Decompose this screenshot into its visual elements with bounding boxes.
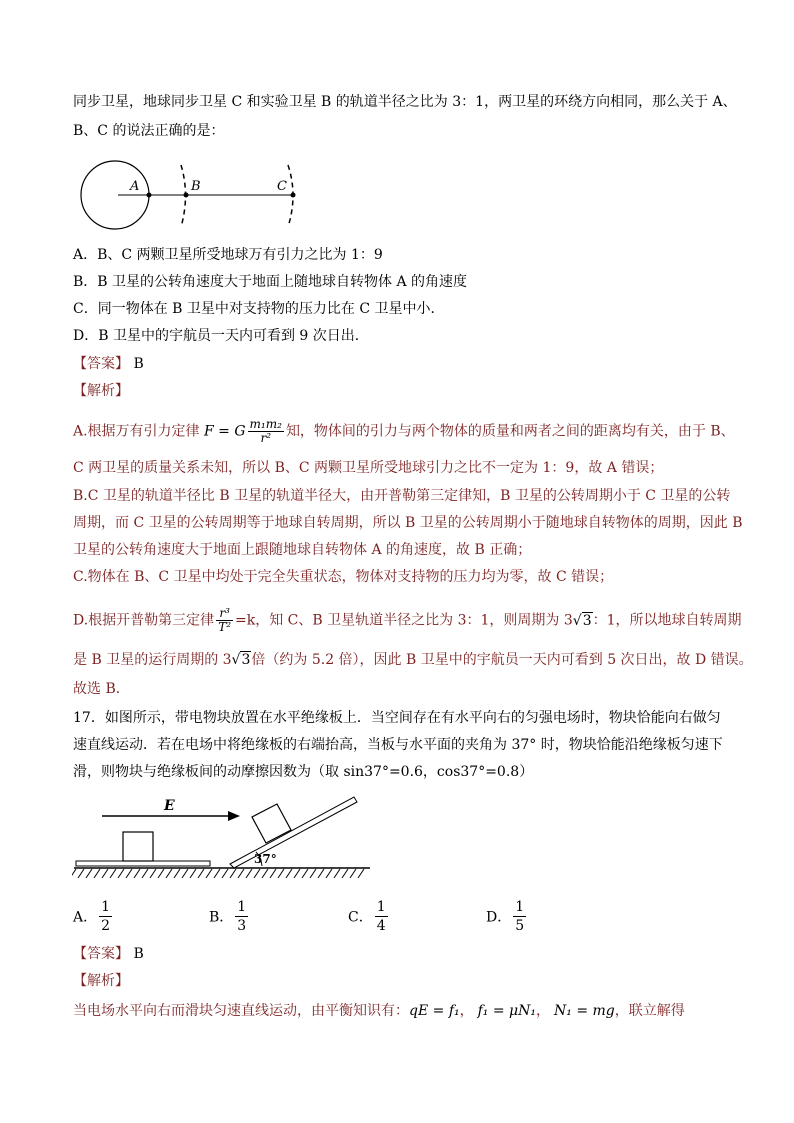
hatch-mark — [334, 869, 340, 878]
kepler-fraction — [216, 607, 233, 634]
hatch-mark — [302, 869, 308, 878]
answer17-tag: 【答案】 — [73, 946, 129, 962]
problem16-stem-line1: 同步卫星，地球同步卫星 C 和实验卫星 B 的轨道半径之比为 3：1，两卫星的环绕方向相同，那么关于 A、 — [73, 94, 737, 110]
option17-b-letter: B． — [209, 909, 234, 926]
analysis-a-line1 — [73, 418, 735, 445]
satellite-c — [291, 193, 296, 198]
analysis17-text-post: ，联立解得 — [614, 1003, 685, 1019]
label-c: C — [277, 179, 287, 194]
analysis17-line1: 当电场水平向右而滑块匀速直线运动，由平衡知识有：qE = f₁， f₁ = μN₁， N₁ = mg，联立解得 — [73, 1003, 685, 1019]
orbit-figure — [78, 160, 308, 232]
answer-line — [73, 354, 144, 374]
option-a: A．B、C 两颗卫星所受地球万有引力之比为 1：9 — [73, 247, 383, 263]
gravity-formula-fraction — [248, 418, 284, 445]
sqrt-three-2: √3 — [231, 652, 251, 668]
kepler-numerator: r³ — [216, 607, 233, 621]
hatch-mark — [198, 869, 204, 878]
analysis-d2-text: 是 B 卫星的运行周期的 3 — [73, 652, 232, 668]
hatch-mark — [350, 869, 356, 878]
hatch-mark — [174, 869, 180, 878]
option17-d — [486, 898, 528, 935]
point-a — [147, 193, 152, 198]
sqrt-three: √3 — [572, 612, 592, 629]
option17-a-letter: A． — [73, 909, 98, 926]
hatch-mark — [206, 869, 212, 878]
satellite-b — [184, 193, 189, 198]
label-b: B — [191, 179, 201, 194]
numerator: 1 — [376, 899, 386, 915]
analysis-d-line2 — [73, 650, 753, 670]
hatch-mark — [278, 869, 284, 878]
analysis-a-text-post: 知，物体间的引力与两个物体的质量和两者之间的距离均有关，由于 B、 — [285, 423, 735, 440]
hatch-mark — [190, 869, 196, 878]
flat-board — [76, 861, 210, 866]
hatch-mark — [94, 869, 100, 878]
sqrt-radicand-2: 3 — [241, 652, 251, 668]
analysis-a-line2: C 两卫星的质量关系未知，所以 B、C 两颗卫星所受地球引力之比不一定为 1：9，故 A 错误； — [73, 460, 664, 476]
analysis-b-line1: B.C 卫星的轨道半径比 B 卫星的轨道半径大，由开普勒第三定律知，B 卫星的公转周期小于 C 卫星的公转 — [73, 488, 731, 504]
hatch-mark — [310, 869, 316, 878]
hatch-mark — [270, 869, 276, 878]
analysis-d2-text-post: 倍（约为 5.2 倍），因此 B 卫星中的宇航员一天内可看到 5 次日出，故 D 错误。 — [251, 652, 753, 668]
answer17-line — [73, 944, 144, 964]
analysis-b-line3: 卫星的公转角速度大于地面上跟随地球自转物体 A 的角速度，故 B 正确； — [73, 542, 532, 558]
problem17-stem-line2: 速直线运动．若在电场中将绝缘板的右端抬高，当板与水平面的夹角为 37° 时，物块恰能沿绝缘板匀速下 — [73, 737, 723, 753]
equation-qe: qE = f₁ — [409, 1003, 460, 1019]
incline-figure — [72, 792, 372, 882]
option17-c — [348, 898, 390, 935]
denominator: 5 — [515, 918, 525, 934]
option17-a — [73, 898, 114, 935]
option17-c-letter: C． — [348, 909, 373, 926]
hatch-mark — [182, 869, 188, 878]
denominator: 4 — [376, 918, 386, 934]
hatch-mark — [230, 869, 236, 878]
hatch-mark — [318, 869, 324, 878]
option17-b — [209, 898, 250, 935]
hatch-mark — [222, 869, 228, 878]
hatch-mark — [86, 869, 92, 878]
analysis-d-text-mid: =k，知 C、B 卫星轨道半径之比为 3：1，则周期为 3 — [235, 612, 573, 629]
gravity-formula-lhs: F = G — [204, 423, 246, 440]
analysis-a-text: A.根据万有引力定律 — [73, 423, 200, 440]
hatch-mark — [102, 869, 108, 878]
hatch-mark — [126, 869, 132, 878]
analysis-d-line1 — [73, 607, 742, 634]
numerator: 1 — [237, 899, 247, 915]
equation-normal: N₁ = mg — [554, 1003, 615, 1019]
hatch-mark — [134, 869, 140, 878]
hatch-mark — [286, 869, 292, 878]
hatch-mark — [214, 869, 220, 878]
hatch-mark — [294, 869, 300, 878]
hatch-mark — [238, 869, 244, 878]
analysis-conclusion: 故选 B． — [73, 681, 130, 697]
numerator: 1 — [101, 899, 111, 915]
option17-b-fraction — [235, 898, 248, 935]
analysis-b-line2: 周期，而 C 卫星的公转周期等于地球自转周期，所以 B 卫星的公转周期小于随地球自转物体的周期，因此 B — [73, 515, 743, 531]
denominator: 2 — [101, 918, 111, 934]
ground-hatching — [72, 869, 364, 878]
numerator: 1 — [515, 899, 525, 915]
field-arrow-head — [228, 811, 240, 821]
hatch-mark — [358, 869, 364, 878]
answer17-value: B — [133, 946, 144, 962]
option17-a-fraction — [99, 898, 112, 935]
option-d: D．B 卫星中的宇航员一天内可看到 9 次日出． — [73, 328, 369, 344]
answer-tag: 【答案】 — [73, 356, 129, 372]
analysis17-tag: 【解析】 — [73, 973, 129, 989]
option17-d-fraction — [513, 898, 526, 935]
hatch-mark — [262, 869, 268, 878]
hatch-mark — [110, 869, 116, 878]
hatch-mark — [326, 869, 332, 878]
fraction-denominator: r² — [260, 431, 272, 445]
inclined-board — [230, 797, 357, 868]
kepler-denominator: T² — [218, 620, 232, 634]
analysis17-text: 当电场水平向右而滑块匀速直线运动，由平衡知识有： — [73, 1003, 409, 1019]
analysis-tag: 【解析】 — [73, 383, 129, 399]
hatch-mark — [158, 869, 164, 878]
option17-d-letter: D． — [486, 909, 512, 926]
fraction-numerator: m₁m₂ — [249, 417, 282, 431]
hatch-mark — [118, 869, 124, 878]
problem17-stem-line3: 滑，则物块与绝缘板间的动摩擦因数为（取 sin37°=0.6，cos37°=0.8） — [73, 764, 534, 780]
block-flat — [123, 832, 153, 861]
sqrt-radicand: 3 — [582, 612, 592, 629]
analysis-d-text: D.根据开普勒第三定律 — [73, 612, 215, 629]
angle-label: 37° — [254, 852, 277, 866]
problem17-stem-line1: 17．如图所示，带电物块放置在水平绝缘板上．当空间存在有水平向右的匀强电场时，物块恰能向右做匀 — [73, 710, 721, 726]
hatch-mark — [246, 869, 252, 878]
analysis-c-line1: C.物体在 B、C 卫星中均处于完全失重状态，物体对支持物的压力均为零，故 C 错误； — [73, 569, 614, 585]
hatch-mark — [166, 869, 172, 878]
option17-c-fraction — [375, 898, 388, 935]
option-c: C．同一物体在 B 卫星中对支持物的压力比在 C 卫星中小． — [73, 301, 445, 317]
problem16-stem-line2: B、C 的说法正确的是： — [73, 123, 225, 139]
analysis-d-text-tail: ：1，所以地球自转周期 — [592, 612, 742, 629]
field-label: E — [164, 798, 175, 814]
hatch-mark — [254, 869, 260, 878]
hatch-mark — [78, 869, 84, 878]
option-b: B．B 卫星的公转角速度大于地面上随地球自转物体 A 的角速度 — [73, 274, 468, 290]
hatch-mark — [142, 869, 148, 878]
label-a: A — [130, 179, 140, 194]
answer-value: B — [133, 356, 144, 372]
denominator: 3 — [237, 918, 247, 934]
equation-friction: f₁ = μN₁ — [477, 1003, 536, 1019]
hatch-mark — [342, 869, 348, 878]
hatch-mark — [72, 869, 76, 878]
hatch-mark — [150, 869, 156, 878]
